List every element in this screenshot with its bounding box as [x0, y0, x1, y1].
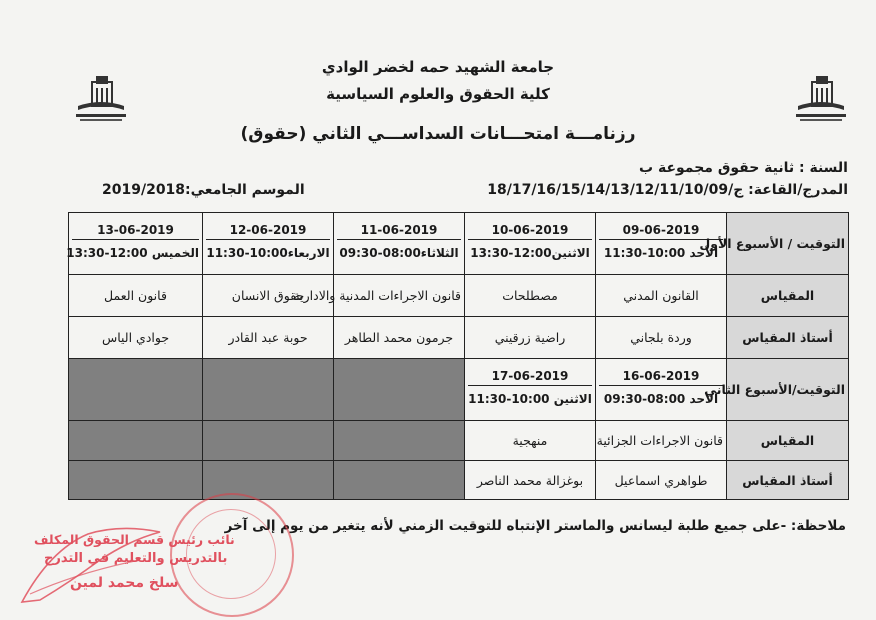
exam-date: 17-06-2019	[468, 367, 592, 386]
signature-line-1: نائب رئيس قسم الحقوق المكلف	[34, 532, 235, 547]
subject-label: المقياس	[727, 421, 849, 461]
exam-date: 16-06-2019	[599, 367, 723, 386]
week1-day-cell	[203, 213, 334, 275]
empty-cell	[334, 461, 465, 500]
week2-subject-row	[69, 421, 849, 461]
exam-date: 09-06-2019	[599, 221, 723, 240]
subject-cell: قانون العمل	[69, 275, 203, 317]
week1-day-cell	[596, 213, 727, 275]
exam-schedule-table	[68, 212, 849, 500]
subject-cell: مصطلحات	[465, 275, 596, 317]
teacher-cell: بوغزالة محمد الناصر	[465, 461, 596, 500]
teacher-label: أستاذ المقياس	[727, 317, 849, 359]
note	[225, 518, 846, 534]
exam-time: الأحد 10:00-11:30	[603, 246, 719, 260]
academic-season: الموسم الجامعي:2019/2018	[102, 182, 305, 198]
signature-name: سلخ محمد لمين	[70, 575, 179, 591]
teacher-cell: وردة بلجاني	[596, 317, 727, 359]
exam-time: الاثنين 10:00-11:30	[468, 392, 592, 406]
week2-day-cell	[596, 359, 727, 421]
subject-cell: قانون الاجراءات الجزائية	[596, 421, 727, 461]
subject-cell: حقوق الانسان	[203, 275, 334, 317]
exam-time: الثلاثاء08:00-09:30	[339, 246, 459, 260]
year-group: السنة : ثانية حقوق مجموعة ب	[639, 160, 848, 176]
subject-cell: منهجية	[465, 421, 596, 461]
teacher-cell: حوبة عبد القادر	[203, 317, 334, 359]
empty-cell	[69, 421, 203, 461]
faculty-name: كلية الحقوق والعلوم السياسية	[326, 85, 550, 103]
halls-info: المدرج/القاعة: ج/18/17/16/15/14/13/12/11/10/09	[487, 182, 848, 198]
empty-cell	[334, 359, 465, 421]
week1-day-cell	[334, 213, 465, 275]
week1-teacher-row	[69, 317, 849, 359]
note-label: ملاحظة:	[790, 518, 846, 534]
empty-cell	[334, 421, 465, 461]
handwritten-signature	[10, 520, 190, 610]
week2-day-cell	[465, 359, 596, 421]
exam-date: 12-06-2019	[206, 221, 330, 240]
week2-teacher-row	[69, 461, 849, 500]
week1-day-cell	[465, 213, 596, 275]
calendar-title: رزنامـــة امتحـــانات السداســـي الثاني (حقوق)	[240, 124, 636, 144]
week1-day-cell	[66, 213, 203, 275]
teacher-label: أستاذ المقياس	[727, 461, 849, 500]
exam-time: الخميس 12:00-13:30	[66, 246, 199, 260]
week1-time-row	[69, 213, 849, 275]
subject-cell: قانون الاجراءات المدنية والادارية	[334, 275, 465, 317]
teacher-cell: جوادي الياس	[69, 317, 203, 359]
week2-time-row	[69, 359, 849, 421]
exam-time: الاثنين12:00-13:30	[470, 246, 590, 260]
exam-time: الأحد 08:00-09:30	[603, 392, 719, 406]
empty-cell	[203, 421, 334, 461]
exam-time: الاربعاء10:00-11:30	[206, 246, 330, 260]
week2-label: التوقيت/الأسبوع الثاني	[727, 359, 849, 421]
empty-cell	[69, 461, 203, 500]
university-name: جامعة الشهيد حمه لخضر الوادي	[321, 58, 555, 76]
subject-label: المقياس	[727, 275, 849, 317]
week1-label: التوقيت / الأسبوع الأول	[727, 213, 849, 275]
empty-cell	[203, 359, 334, 421]
teacher-cell: جرمون محمد الطاهر	[334, 317, 465, 359]
subject-cell: القانون المدني	[596, 275, 727, 317]
week1-subject-row	[69, 275, 849, 317]
exam-date: 13-06-2019	[72, 221, 199, 240]
exam-date: 11-06-2019	[337, 221, 461, 240]
empty-cell	[69, 359, 203, 421]
note-text: -على جميع طلبة ليسانس والماستر الإنتباه للتوقيت الزمني لأنه يتغير من يوم إلى آخر	[224, 518, 787, 534]
teacher-cell: راضية زرقيني	[465, 317, 596, 359]
exam-date: 10-06-2019	[468, 221, 592, 240]
signature-line-2: بالتدريس والتعليم في التدرج	[44, 551, 228, 566]
teacher-cell: طواهري اسماعيل	[596, 461, 727, 500]
